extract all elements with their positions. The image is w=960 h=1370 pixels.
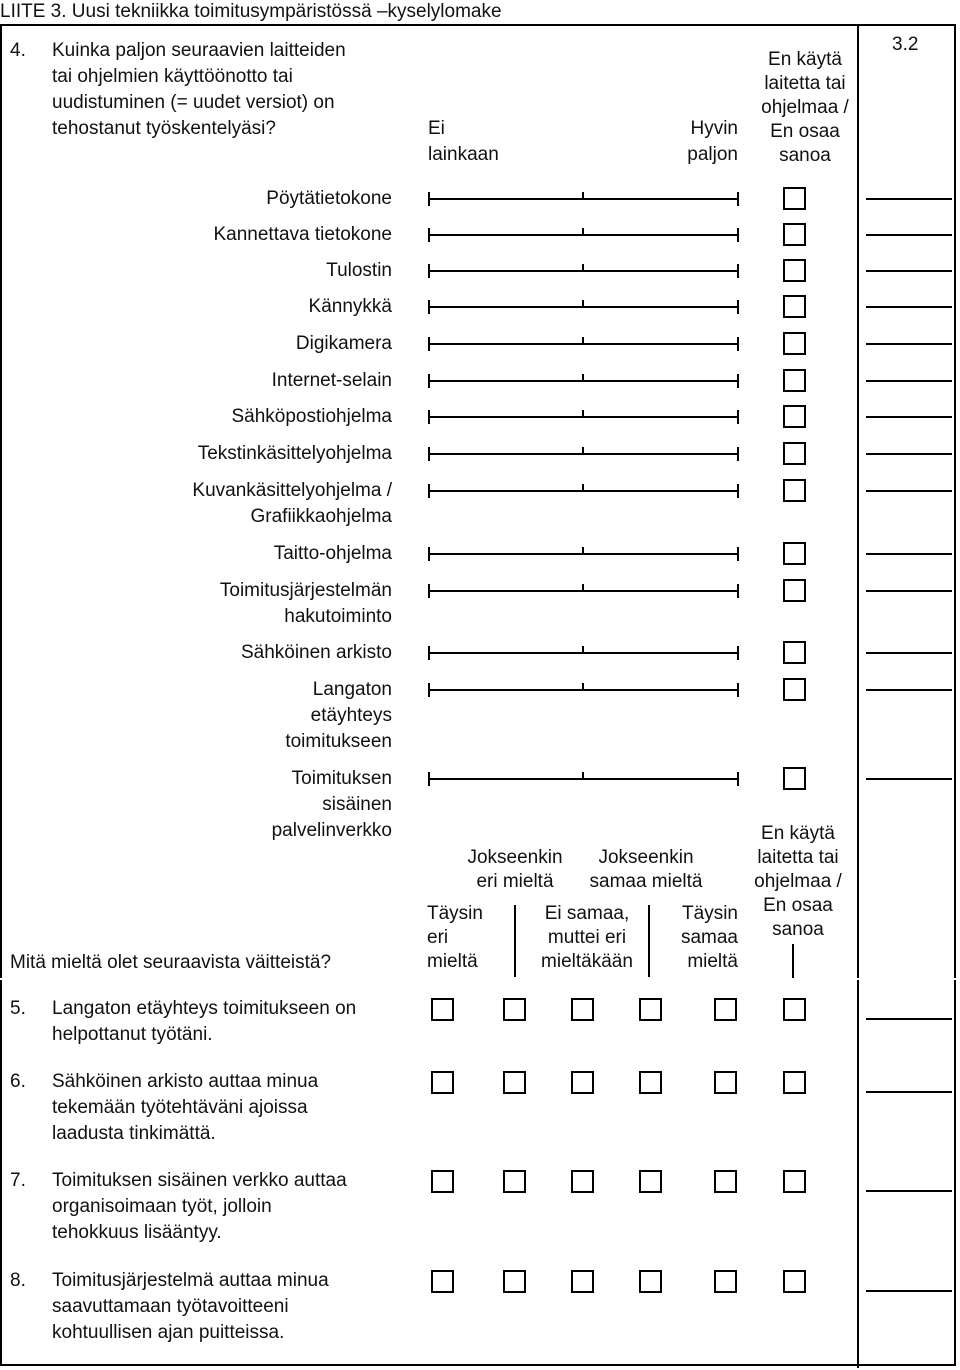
na-checkbox[interactable] — [783, 641, 806, 664]
scale-end-left — [428, 547, 430, 561]
agreement-checkbox[interactable] — [639, 1270, 662, 1293]
agreement-checkbox[interactable] — [571, 998, 594, 1021]
scale-line[interactable] — [428, 652, 739, 654]
question-number: 4. — [10, 40, 26, 61]
statement-text: Langaton etäyhteys toimitukseen on helpottanut työtäni. — [52, 998, 357, 1045]
agreement-checkbox[interactable] — [783, 998, 806, 1021]
question-text: Kuinka paljon seuraavien laitteiden tai ohjelmien käyttöönotto tai uudistuminen (= uudet versiot) on tehostanut työskentelyäsi? — [52, 40, 346, 139]
scale-line[interactable] — [428, 306, 739, 308]
item-label: Taitto-ohjelma — [273, 543, 392, 564]
scale-line[interactable] — [428, 380, 739, 382]
notes-line[interactable] — [866, 306, 952, 308]
na-checkbox[interactable] — [783, 332, 806, 355]
notes-line[interactable] — [866, 1290, 952, 1292]
na-checkbox[interactable] — [783, 678, 806, 701]
scale-midpoint — [582, 484, 584, 490]
agreement-prompt: Mitä mieltä olet seuraavista väitteistä? — [10, 952, 332, 973]
scale-end-left — [428, 300, 430, 314]
agreement-checkbox[interactable] — [571, 1270, 594, 1293]
item-label: Sähköpostiohjelma — [231, 406, 392, 427]
item-label: Kuvankäsittelyohjelma / Grafiikkaohjelma — [192, 480, 392, 527]
notes-line[interactable] — [866, 1018, 952, 1020]
item-label: Tekstinkäsittelyohjelma — [197, 443, 392, 464]
agreement-checkbox[interactable] — [503, 1270, 526, 1293]
notes-line[interactable] — [866, 689, 952, 691]
scale-midpoint — [582, 374, 584, 380]
notes-line[interactable] — [866, 416, 952, 418]
scale-end-left — [428, 447, 430, 461]
na-checkbox[interactable] — [783, 295, 806, 318]
notes-line[interactable] — [866, 453, 952, 455]
agreement-checkbox[interactable] — [503, 1170, 526, 1193]
na-checkbox[interactable] — [783, 187, 806, 210]
item-label: Kannettava tietokone — [213, 224, 392, 245]
scale-separator — [514, 905, 516, 977]
label-fully-agree: Täysin samaa mieltä — [680, 903, 738, 972]
notes-line[interactable] — [866, 234, 952, 236]
item-label: Kännykkä — [308, 296, 392, 317]
statement-text: Toimitusjärjestelmä auttaa minua saavuttamaan työtavoitteeni kohtuullisen ajan puitteissa. — [52, 1270, 329, 1343]
scale-end-right — [737, 337, 739, 351]
agreement-checkbox[interactable] — [714, 1270, 737, 1293]
scale-end-right — [737, 228, 739, 242]
agreement-checkbox[interactable] — [783, 1170, 806, 1193]
item-label: Internet-selain — [271, 370, 392, 391]
agreement-checkbox[interactable] — [639, 1170, 662, 1193]
agreement-checkbox[interactable] — [503, 1071, 526, 1094]
scale-midpoint — [582, 646, 584, 652]
statement-number: 6. — [10, 1071, 26, 1092]
item-label: Toimitusjärjestelmän hakutoiminto — [219, 580, 392, 627]
scale-line[interactable] — [428, 490, 739, 492]
scale-line[interactable] — [428, 778, 739, 780]
notes-line[interactable] — [866, 1091, 952, 1093]
scale-midpoint — [582, 300, 584, 306]
label-neutral: Ei samaa, muttei eri mieltäkään — [541, 903, 633, 972]
na-checkbox[interactable] — [783, 542, 806, 565]
statement-text: Toimituksen sisäinen verkko auttaa organisoimaan työt, jolloin tehokkuus lisääntyy. — [52, 1170, 347, 1243]
agreement-checkbox[interactable] — [783, 1270, 806, 1293]
scale-end-right — [737, 192, 739, 206]
na-checkbox[interactable] — [783, 579, 806, 602]
agreement-checkbox[interactable] — [431, 1071, 454, 1094]
page-code: 3.2 — [892, 34, 919, 55]
notes-line[interactable] — [866, 380, 952, 382]
scale-end-right — [737, 683, 739, 697]
notes-line[interactable] — [866, 778, 952, 780]
na-checkbox[interactable] — [783, 405, 806, 428]
agreement-checkbox[interactable] — [783, 1071, 806, 1094]
agreement-checkbox[interactable] — [571, 1071, 594, 1094]
scale-end-left — [428, 646, 430, 660]
na-checkbox[interactable] — [783, 479, 806, 502]
scale-end-right — [737, 410, 739, 424]
statement-number: 8. — [10, 1270, 26, 1291]
scale-end-left — [428, 584, 430, 598]
item-label: Langaton etäyhteys toimitukseen — [285, 679, 392, 752]
scale-line[interactable] — [428, 198, 739, 200]
agreement-checkbox[interactable] — [431, 1270, 454, 1293]
scale-end-left — [428, 374, 430, 388]
na-checkbox[interactable] — [783, 259, 806, 282]
label-na: En käytä laitetta tai ohjelmaa / En osaa sanoa — [754, 823, 842, 940]
notes-line[interactable] — [866, 490, 952, 492]
scale-midpoint — [582, 192, 584, 198]
notes-line[interactable] — [866, 343, 952, 345]
notes-column-divider — [857, 24, 859, 1368]
notes-line[interactable] — [866, 198, 952, 200]
scale-end-left — [428, 264, 430, 278]
scale-end-right — [737, 772, 739, 786]
scale-left-label: Ei lainkaan — [428, 118, 499, 165]
scale-end-left — [428, 410, 430, 424]
item-label: Toimituksen sisäinen palvelinverkko — [271, 768, 392, 841]
scale-end-right — [737, 374, 739, 388]
scale-line[interactable] — [428, 416, 739, 418]
form-frame — [0, 24, 956, 1366]
scale-end-right — [737, 547, 739, 561]
item-label: Pöytätietokone — [266, 188, 392, 209]
label-somewhat-agree: Jokseenkin samaa mieltä — [589, 847, 703, 892]
na-checkbox[interactable] — [783, 767, 806, 790]
na-checkbox[interactable] — [783, 369, 806, 392]
scale-end-right — [737, 584, 739, 598]
scale-line[interactable] — [428, 270, 739, 272]
statement-number: 5. — [10, 998, 26, 1019]
scale-line[interactable] — [428, 343, 739, 345]
scale-midpoint — [582, 584, 584, 590]
na-checkbox[interactable] — [783, 442, 806, 465]
na-checkbox[interactable] — [783, 223, 806, 246]
na-label-top: En käytä laitetta tai ohjelmaa / En osaa sanoa — [761, 49, 849, 166]
agreement-checkbox[interactable] — [503, 998, 526, 1021]
notes-line[interactable] — [866, 553, 952, 555]
scale-end-left — [428, 337, 430, 351]
statement-number: 7. — [10, 1170, 26, 1191]
scale-end-left — [428, 192, 430, 206]
scale-midpoint — [582, 683, 584, 689]
notes-line[interactable] — [866, 270, 952, 272]
agreement-checkbox[interactable] — [431, 1170, 454, 1193]
scale-line[interactable] — [428, 453, 739, 455]
scale-midpoint — [582, 547, 584, 553]
scale-end-right — [737, 646, 739, 660]
scale-line[interactable] — [428, 590, 739, 592]
scale-midpoint — [582, 337, 584, 343]
scale-end-left — [428, 228, 430, 242]
notes-line[interactable] — [866, 1190, 952, 1192]
agreement-checkbox[interactable] — [571, 1170, 594, 1193]
item-label: Sähköinen arkisto — [240, 642, 392, 663]
scale-midpoint — [582, 772, 584, 778]
notes-line[interactable] — [866, 590, 952, 592]
scale-end-left — [428, 683, 430, 697]
scale-end-left — [428, 484, 430, 498]
scale-end-right — [737, 300, 739, 314]
agreement-checkbox[interactable] — [431, 998, 454, 1021]
scale-midpoint — [582, 228, 584, 234]
scale-separator — [648, 905, 650, 977]
item-label: Digikamera — [295, 333, 392, 354]
statement-text: Sähköinen arkisto auttaa minua tekemään työtehtäväni ajoissa laadusta tinkimättä. — [52, 1071, 319, 1144]
page-title: LIITE 3. Uusi tekniikka toimitusympäristössä –kyselylomake — [0, 1, 502, 22]
agreement-checkbox[interactable] — [714, 1170, 737, 1193]
scale-line[interactable] — [428, 234, 739, 236]
scale-line[interactable] — [428, 689, 739, 691]
scale-end-left — [428, 772, 430, 786]
scale-midpoint — [582, 410, 584, 416]
scale-right-label: Hyvin paljon — [687, 118, 738, 165]
agreement-checkbox[interactable] — [639, 998, 662, 1021]
agreement-checkbox[interactable] — [714, 998, 737, 1021]
scale-separator — [792, 944, 794, 978]
item-label: Tulostin — [326, 260, 392, 281]
label-fully-disagree: Täysin eri mieltä — [427, 903, 483, 972]
agreement-checkbox[interactable] — [714, 1071, 737, 1094]
scale-line[interactable] — [428, 553, 739, 555]
agreement-checkbox[interactable] — [639, 1071, 662, 1094]
scale-midpoint — [582, 264, 584, 270]
scale-end-right — [737, 447, 739, 461]
notes-line[interactable] — [866, 652, 952, 654]
scale-midpoint — [582, 447, 584, 453]
scale-end-right — [737, 264, 739, 278]
label-somewhat-disagree: Jokseenkin eri mieltä — [467, 847, 563, 892]
scale-end-right — [737, 484, 739, 498]
